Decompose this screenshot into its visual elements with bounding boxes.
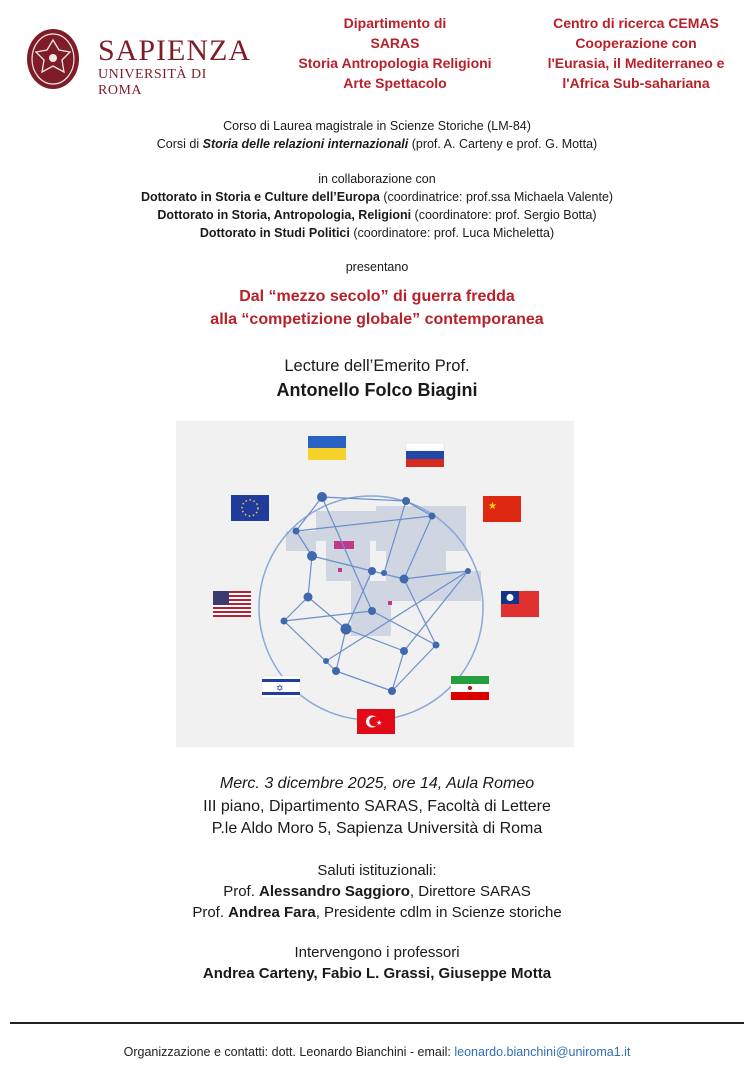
footer-contact: [0, 1045, 754, 1059]
greeting-prefix: Prof.: [223, 883, 260, 900]
speakers-block: [0, 942, 754, 984]
course-line-2: [0, 135, 754, 153]
greeting-role: , Presidente cdlm in Scienze storiche: [315, 904, 562, 921]
footer-divider: [10, 1022, 744, 1024]
globe-illustration: [176, 421, 574, 747]
event-date: [0, 773, 754, 796]
greeting-prefix: Prof.: [192, 904, 229, 921]
speakers-intro: Intervengono i professori: [294, 944, 460, 961]
phd-coordinator: (coordinatore: prof. Luca Micheletta): [349, 226, 555, 240]
greeting-person: [0, 902, 754, 923]
event-details: [0, 773, 754, 841]
title-line: Dal “mezzo secolo” di guerra fredda: [239, 288, 515, 305]
russia-flag: [406, 443, 444, 467]
center-line: l'Africa Sub-sahariana: [562, 75, 710, 91]
course-prefix: Corsi di: [156, 137, 203, 151]
greeting-role: , Direttore SARAS: [409, 883, 531, 900]
event-place: III piano, Dipartimento SARAS, Facoltà di Lettere: [203, 797, 551, 815]
center-line: Cooperazione con: [575, 35, 697, 51]
iran-flag: [451, 676, 489, 700]
israel-flag: [262, 676, 300, 698]
lecture-intro: Lecture dell’Emerito Prof.: [284, 357, 470, 375]
phd-name: Dottorato in Studi Politici: [199, 226, 350, 240]
title-line: alla “competizione globale” contemporanea: [210, 311, 544, 328]
collaboration-item: [0, 206, 754, 224]
greeting-person: [0, 881, 754, 902]
taiwan-flag: [501, 591, 539, 617]
svg-text:★: ★: [488, 501, 497, 512]
event-date-text: Merc. 3 dicembre 2025, ore 14, Aula Romeo: [219, 775, 535, 792]
lecture-title: [0, 285, 754, 331]
greetings-block: [0, 860, 754, 923]
phd-name: Dottorato in Storia, Antropologia, Religioni: [157, 208, 412, 222]
speakers-names: Andrea Carteny, Fabio L. Grassi, Giuseppe Motta: [202, 965, 552, 982]
center-line: l'Eurasia, il Mediterraneo e: [547, 55, 725, 71]
footer-label: Organizzazione e contatti: dott. Leonardo Bianchini - email:: [123, 1045, 455, 1059]
course-line: Corso di Laurea magistrale in Scienze Storiche (LM-84): [223, 119, 531, 133]
china-flag: [483, 496, 521, 522]
department-line: Storia Antropologia Religioni: [298, 55, 492, 71]
svg-text:★: ★: [376, 719, 383, 727]
svg-text:✡: ✡: [276, 684, 284, 694]
department-block: [270, 13, 520, 93]
course-professors: (prof. A. Carteny e prof. G. Motta): [408, 137, 598, 151]
center-line: Centro di ricerca CEMAS: [553, 15, 719, 31]
ukraine-flag: [308, 436, 346, 460]
presentano-label: presentano: [345, 260, 409, 274]
university-name: SAPIENZA: [98, 34, 252, 67]
collaboration-item: [0, 188, 754, 206]
course-info: [0, 117, 754, 153]
course-name: Storia delle relazioni internazionali: [202, 137, 409, 151]
sapienza-logo: [26, 26, 252, 98]
greetings-intro: Saluti istituzionali:: [317, 862, 437, 879]
collaboration-block: [0, 170, 754, 242]
sapienza-seal-icon: [26, 28, 80, 90]
phd-name: Dottorato in Storia e Culture dell’Europa: [140, 190, 380, 204]
event-address: P.le Aldo Moro 5, Sapienza Università di Roma: [211, 820, 543, 837]
usa-flag: [213, 591, 251, 617]
department-line: Dipartimento di: [343, 15, 447, 31]
university-subtitle: UNIVERSITÀ DI ROMA: [98, 67, 207, 98]
phd-coordinator: (coordinatore: prof. Sergio Botta): [411, 208, 597, 222]
greeting-name: Andrea Fara: [228, 904, 316, 921]
research-center-block: [536, 13, 736, 93]
department-line: Arte Spettacolo: [343, 75, 447, 91]
lecturer-name: Antonello Folco Biagini: [276, 380, 478, 400]
turkey-flag: [357, 709, 395, 734]
collaboration-item: [0, 224, 754, 242]
contact-email-link[interactable]: leonardo.bianchini@uniroma1.it: [454, 1045, 631, 1059]
department-line: SARAS: [370, 35, 420, 51]
eu-flag: [231, 495, 269, 521]
greeting-name: Alessandro Saggioro: [259, 883, 410, 900]
phd-coordinator: (coordinatrice: prof.ssa Michaela Valente): [379, 190, 614, 204]
collaboration-intro: in collaborazione con: [318, 172, 436, 186]
